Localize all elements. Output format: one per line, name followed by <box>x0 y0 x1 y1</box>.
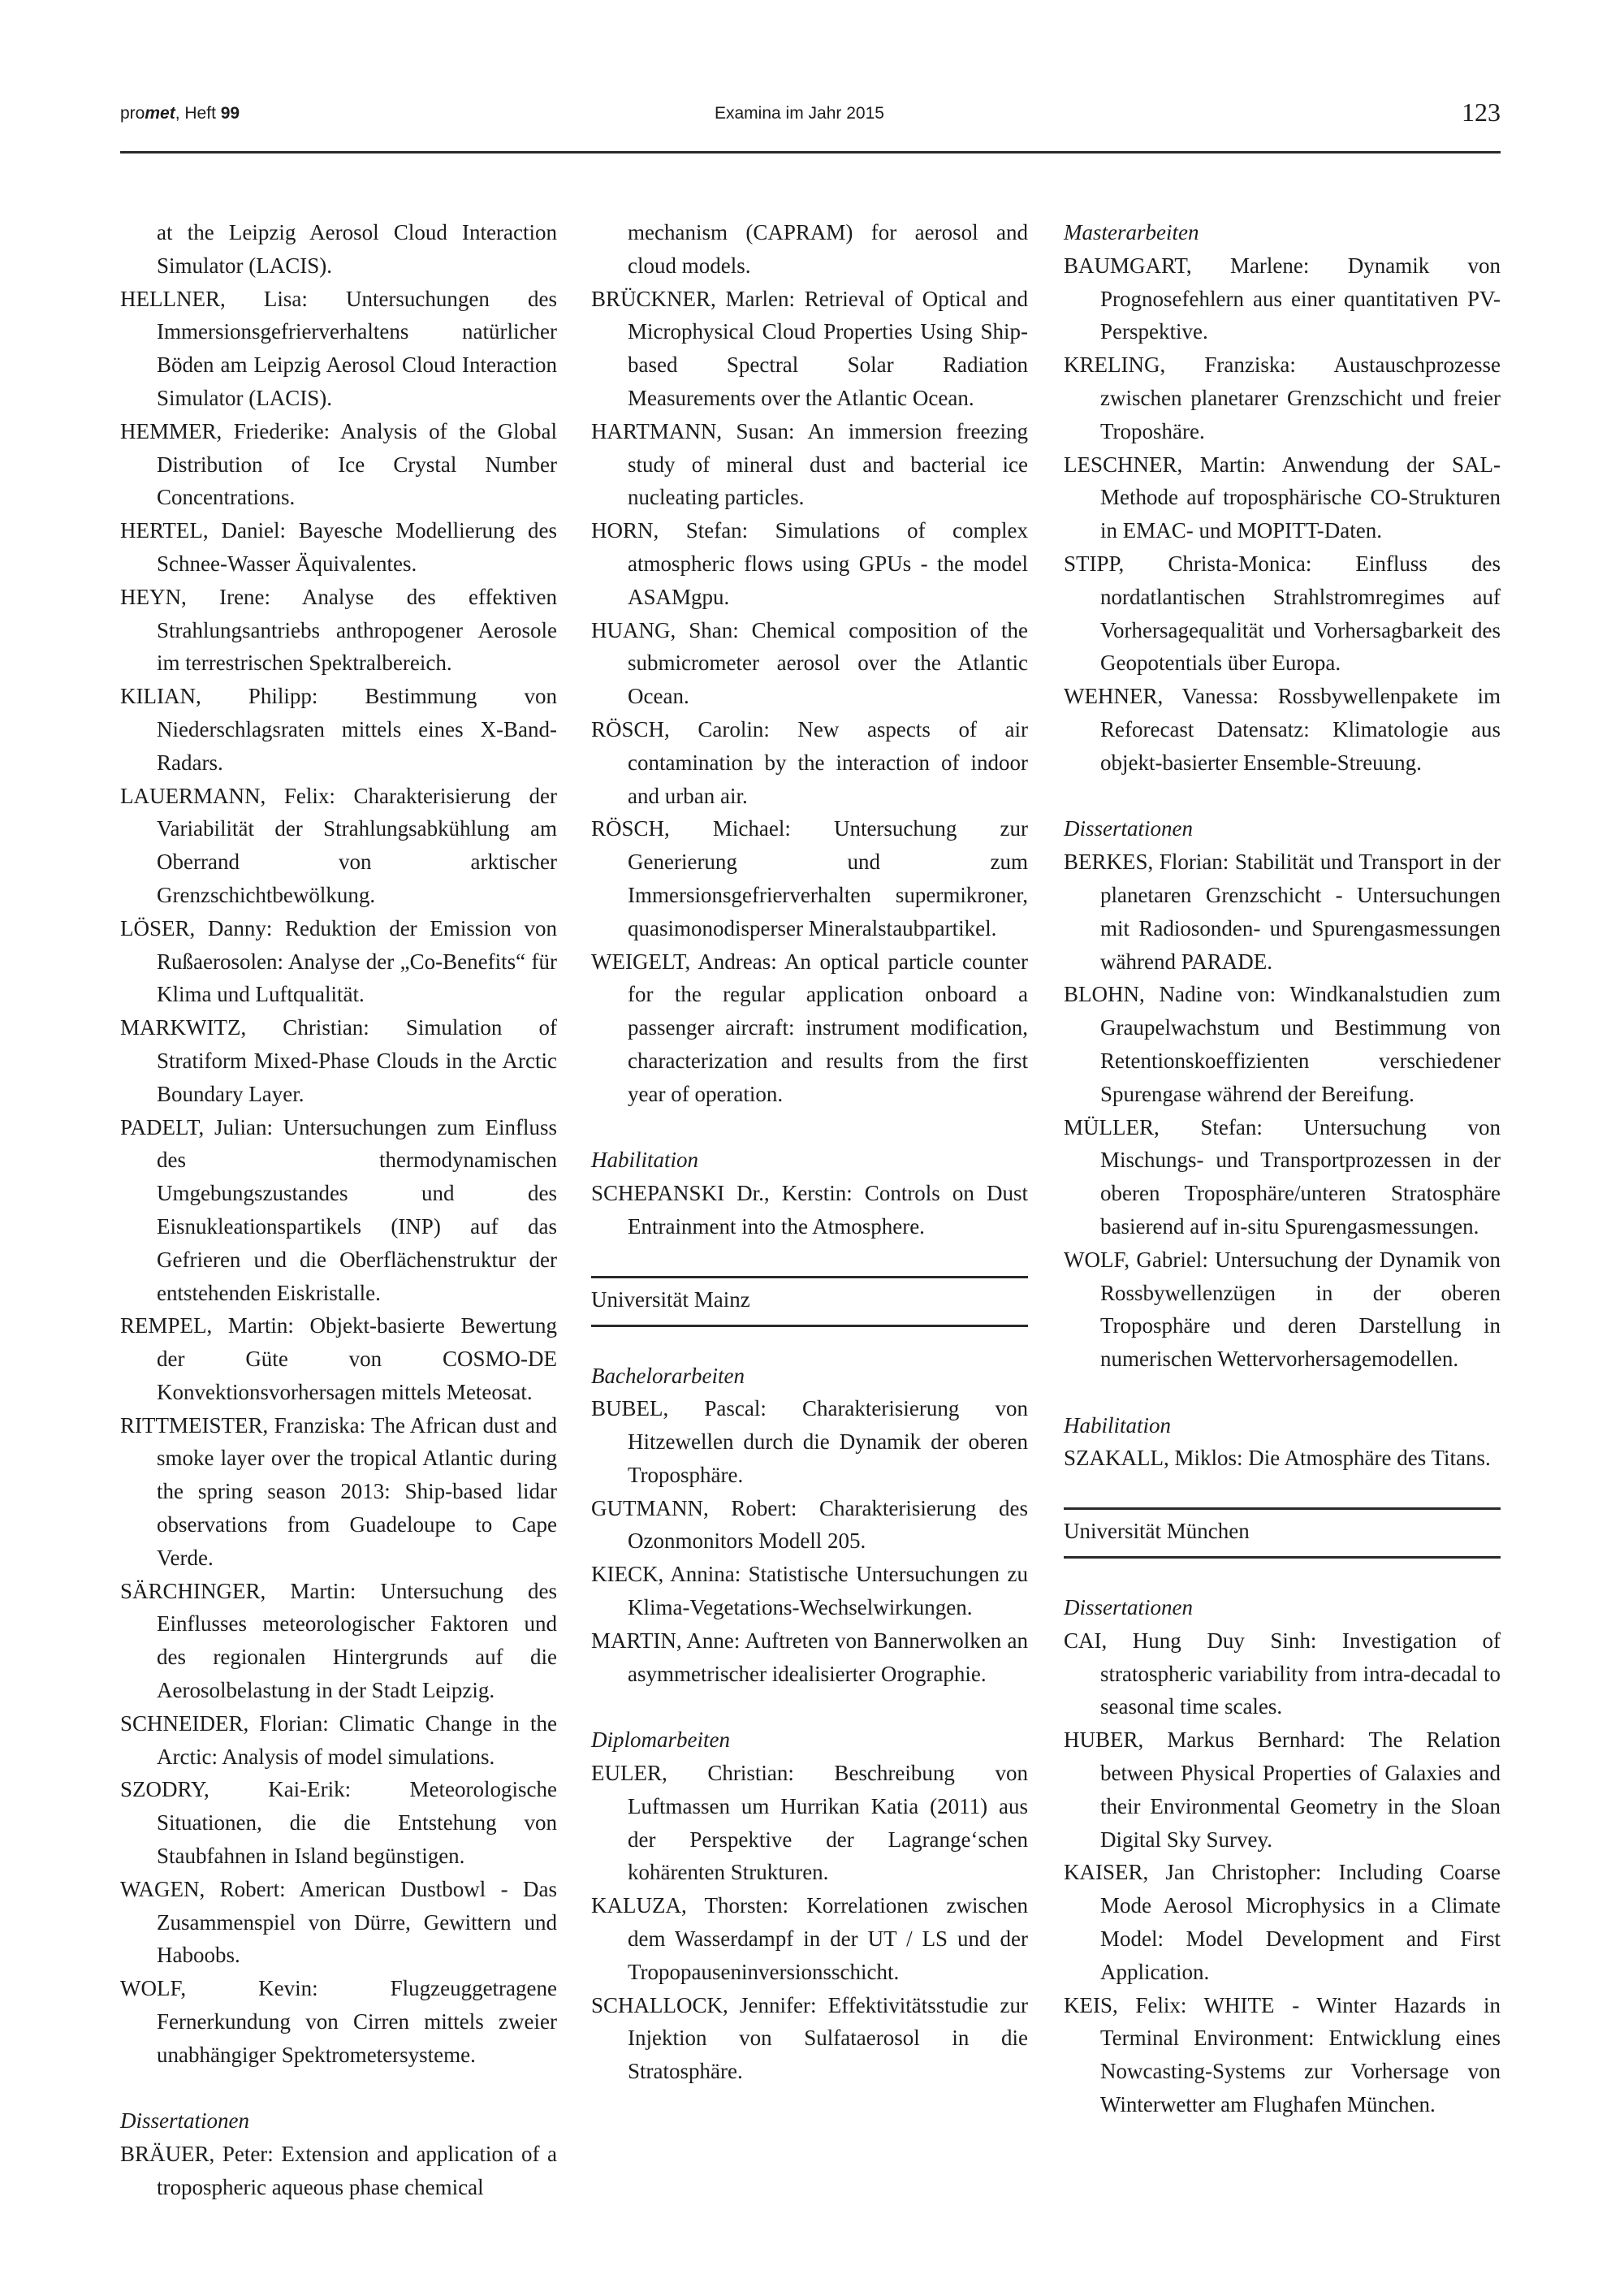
list-item: SCHALLOCK, Jennifer: Effektivitätsstudie zur Injektion von Sulfataerosol in die Stratosphäre. <box>591 1992 1028 2084</box>
university-heading-muenchen <box>1064 1507 1501 1559</box>
list-item: HELLNER, Lisa: Untersuchungen des Immersionsgefrierverhaltens natürlicher Böden am Leipzig Aerosol Cloud Interaction Simulator (LACIS). <box>120 286 557 410</box>
list-item: LAUERMANN, Felix: Charakterisierung der Variabilität der Strahlungsabkühlung am Oberrand von arktischer Grenzschichtbewölkung. <box>120 783 557 907</box>
list-item: BRÜCKNER, Marlen: Retrieval of Optical and Microphysical Cloud Properties Using Ship-based Spectral Solar Radiation Measurements over the Atlantic Ocean. <box>591 286 1028 410</box>
list-item: BERKES, Florian: Stabilität und Transport in der planetaren Grenzschicht - Untersuchungen mit Radiosonden- und Spurengasmessungen während PARADE. <box>1064 850 1501 974</box>
list-item: SÄRCHINGER, Martin: Untersuchung des Einflusses meteorologischer Faktoren und des regionalen Hintergrunds auf die Aerosolbelastung in der Stadt Leipzig. <box>120 1578 557 1703</box>
list-item: WAGEN, Robert: American Dustbowl - Das Zusammenspiel von Dürre, Gewittern und Haboobs. <box>120 1876 557 1968</box>
list-item: STIPP, Christa-Monica: Einfluss des nordatlantischen Strahlstromregimes auf Vorhersagequalität und Vorhersagbarkeit des Geopotentials über Europa. <box>1064 551 1501 676</box>
list-item: BUBEL, Pascal: Charakterisierung von Hitzewellen durch die Dynamik der oberen Troposphäre. <box>591 1396 1028 1487</box>
list-item: BLOHN, Nadine von: Windkanalstudien zum Graupelwachstum und Bestimmung von Retentionskoeffizienten verschiedener Spurengase während der Bereifung. <box>1064 982 1501 1106</box>
list-item: LESCHNER, Martin: Anwendung der SAL-Methode auf troposphärische CO-Strukturen in EMAC- und MOPITT-Daten. <box>1064 452 1501 543</box>
list-item: PADELT, Julian: Untersuchungen zum Einfluss des thermodynamischen Umgebungszustandes und des Eisnukleationspartikels (INP) auf das Gefrieren und die Oberflächenstruktur der entstehenden Eiskristalle. <box>120 1114 557 1305</box>
column-1 <box>120 216 557 2204</box>
magazine-name-pro: pro <box>120 104 145 123</box>
list-item: RÖSCH, Michael: Untersuchung zur Generierung und zum Immersionsgefrierverhalten supermikroner, quasimonodisperser Mineralstaubpartikel. <box>591 816 1028 940</box>
magazine-name-met: met <box>145 104 175 123</box>
section-heading-diplomarbeiten: Diplomarbeiten <box>591 1727 730 1753</box>
list-item: KAISER, Jan Christopher: Including Coarse Mode Aerosol Microphysics in a Climate Model: Model Development and First Application. <box>1064 1860 1501 1984</box>
header-rule <box>120 151 1501 153</box>
list-item: HERTEL, Daniel: Bayesche Modellierung des Schnee-Wasser Äquivalentes. <box>120 518 557 576</box>
list-item: HARTMANN, Susan: An immersion freezing study of mineral dust and bacterial ice nucleating particles. <box>591 418 1028 510</box>
issue-number: 99 <box>220 104 240 123</box>
column-3 <box>1064 216 1501 2121</box>
section-heading-habilitation: Habilitation <box>591 1148 699 1173</box>
list-item: LÖSER, Danny: Reduktion der Emission von Rußaerosolen: Analyse der „Co-Benefits“ für Klima und Luftqualität. <box>120 915 557 1007</box>
list-item: SCHEPANSKI Dr., Kerstin: Controls on Dust Entrainment into the Atmosphere. <box>591 1181 1028 1239</box>
list-item: WOLF, Kevin: Flugzeuggetragene Fernerkundung von Cirren mittels zweier unabhängiger Spektrometersysteme. <box>120 1976 557 2067</box>
list-item: SZAKALL, Miklos: Die Atmosphäre des Titans. <box>1064 1446 1491 1471</box>
issue-prefix: , Heft <box>175 104 221 123</box>
section-heading-masterarbeiten: Masterarbeiten <box>1064 220 1199 244</box>
list-item: WEHNER, Vanessa: Rossbywellenpakete im Reforecast Datensatz: Klimatologie aus objekt-basierter Ensemble-Streuung. <box>1064 684 1501 775</box>
list-item: GUTMANN, Robert: Charakterisierung des Ozonmonitors Modell 205. <box>591 1495 1028 1554</box>
list-item: WEIGELT, Andreas: An optical particle counter for the regular application onboard a passenger aircraft: instrument modification, characterization and results from the first year of operation. <box>591 949 1028 1106</box>
list-item: BAUMGART, Marlene: Dynamik von Prognosefehlern aus einer quantitativen PV-Perspektive. <box>1064 253 1501 344</box>
section-heading-habilitation: Habilitation <box>1064 1412 1172 1438</box>
list-item: RÖSCH, Carolin: New aspects of air contamination by the interaction of indoor and urban air. <box>591 716 1028 808</box>
list-item: KALUZA, Thorsten: Korrelationen zwischen dem Wasserdampf in der UT / LS und der Tropopauseninversionsschicht. <box>591 1893 1028 1984</box>
list-item: KIECK, Annina: Statistische Untersuchungen zu Klima-Vegetations-Wechselwirkungen. <box>591 1562 1028 1620</box>
running-title: Examina im Jahr 2015 <box>715 104 884 123</box>
list-item: SCHNEIDER, Florian: Climatic Change in the Arctic: Analysis of model simulations. <box>120 1710 557 1769</box>
list-item: HORN, Stefan: Simulations of complex atmospheric flows using GPUs - the model ASAMgpu. <box>591 518 1028 609</box>
list-item: WOLF, Gabriel: Untersuchung der Dynamik von Rossbywellenzügen in der oberen Troposphäre und deren Darstellung in numerischen Wettervorhersagemodellen. <box>1064 1247 1501 1372</box>
list-item: HUANG, Shan: Chemical composition of the submicrometer aerosol over the Atlantic Ocean. <box>591 617 1028 709</box>
page-number: 123 <box>1462 97 1501 127</box>
entry-continuation: at the Leipzig Aerosol Cloud Interaction Simulator (LACIS). <box>157 220 557 278</box>
list-item: REMPEL, Martin: Objekt-basierte Bewertung der Güte von COSMO-DE Konvektionsvorhersagen mittels Meteosat. <box>120 1313 557 1404</box>
section-heading-bachelorarbeiten: Bachelorarbeiten <box>591 1363 745 1388</box>
list-item: KEIS, Felix: WHITE - Winter Hazards in Terminal Environment: Entwicklung eines Nowcasting-Systems zur Vorhersage von Winterwetter am Flughafen München. <box>1064 1992 1501 2117</box>
section-heading-dissertationen: Dissertationen <box>1064 1595 1193 1620</box>
magazine-issue <box>120 104 240 123</box>
university-heading-mainz <box>591 1276 1028 1327</box>
list-item: RITTMEISTER, Franziska: The African dust and smoke layer over the tropical Atlantic during the spring season 2013: Ship-based lidar observations from Guadeloupe to Cape Verde. <box>120 1412 557 1570</box>
list-item: MARTIN, Anne: Auftreten von Bannerwolken an asymmetrischer idealisierter Orographie. <box>591 1628 1028 1686</box>
entry-continuation: mechanism (CAPRAM) for aerosol and cloud models. <box>628 220 1028 278</box>
section-heading-dissertationen: Dissertationen <box>120 2108 249 2134</box>
page-header <box>120 97 1501 153</box>
university-name: Universität München <box>1064 1519 1250 1544</box>
section-heading-dissertationen: Dissertationen <box>1064 816 1193 841</box>
list-item: KILIAN, Philipp: Bestimmung von Niederschlagsraten mittels eines X-Band-Radars. <box>120 684 557 775</box>
list-item: HEYN, Irene: Analyse des effektiven Strahlungsantriebs anthropogener Aerosole im terrestrischen Spektralbereich. <box>120 584 557 676</box>
list-item: MARKWITZ, Christian: Simulation of Stratiform Mixed-Phase Clouds in the Arctic Boundary Layer. <box>120 1015 557 1106</box>
list-item: BRÄUER, Peter: Extension and application of a tropospheric aqueous phase chemical <box>120 2142 557 2200</box>
university-name: Universität Mainz <box>591 1286 750 1312</box>
list-item: SZODRY, Kai-Erik: Meteorologische Situationen, die die Entstehung von Staubfahnen in Island begünstigen. <box>120 1777 557 1869</box>
list-item: HUBER, Markus Bernhard: The Relation between Physical Properties of Galaxies and their Environmental Geometry in the Sloan Digital Sky Survey. <box>1064 1727 1501 1852</box>
column-2 <box>591 216 1028 2088</box>
list-item: MÜLLER, Stefan: Untersuchung von Mischungs- und Transportprozessen in der oberen Troposphäre/unteren Stratosphäre basierend auf in-situ Spurengasmessungen. <box>1064 1114 1501 1239</box>
list-item: CAI, Hung Duy Sinh: Investigation of stratospheric variability from intra-decadal to seasonal time scales. <box>1064 1628 1501 1719</box>
list-item: KRELING, Franziska: Austauschprozesse zwischen planetarer Grenzschicht und freier Troposhäre. <box>1064 352 1501 443</box>
list-item: EULER, Christian: Beschreibung von Luftmassen um Hurrikan Katia (2011) aus der Perspektive der Lagrange‘schen kohärenten Strukturen. <box>591 1761 1028 1885</box>
list-item: HEMMER, Friederike: Analysis of the Global Distribution of Ice Crystal Number Concentrations. <box>120 418 557 510</box>
